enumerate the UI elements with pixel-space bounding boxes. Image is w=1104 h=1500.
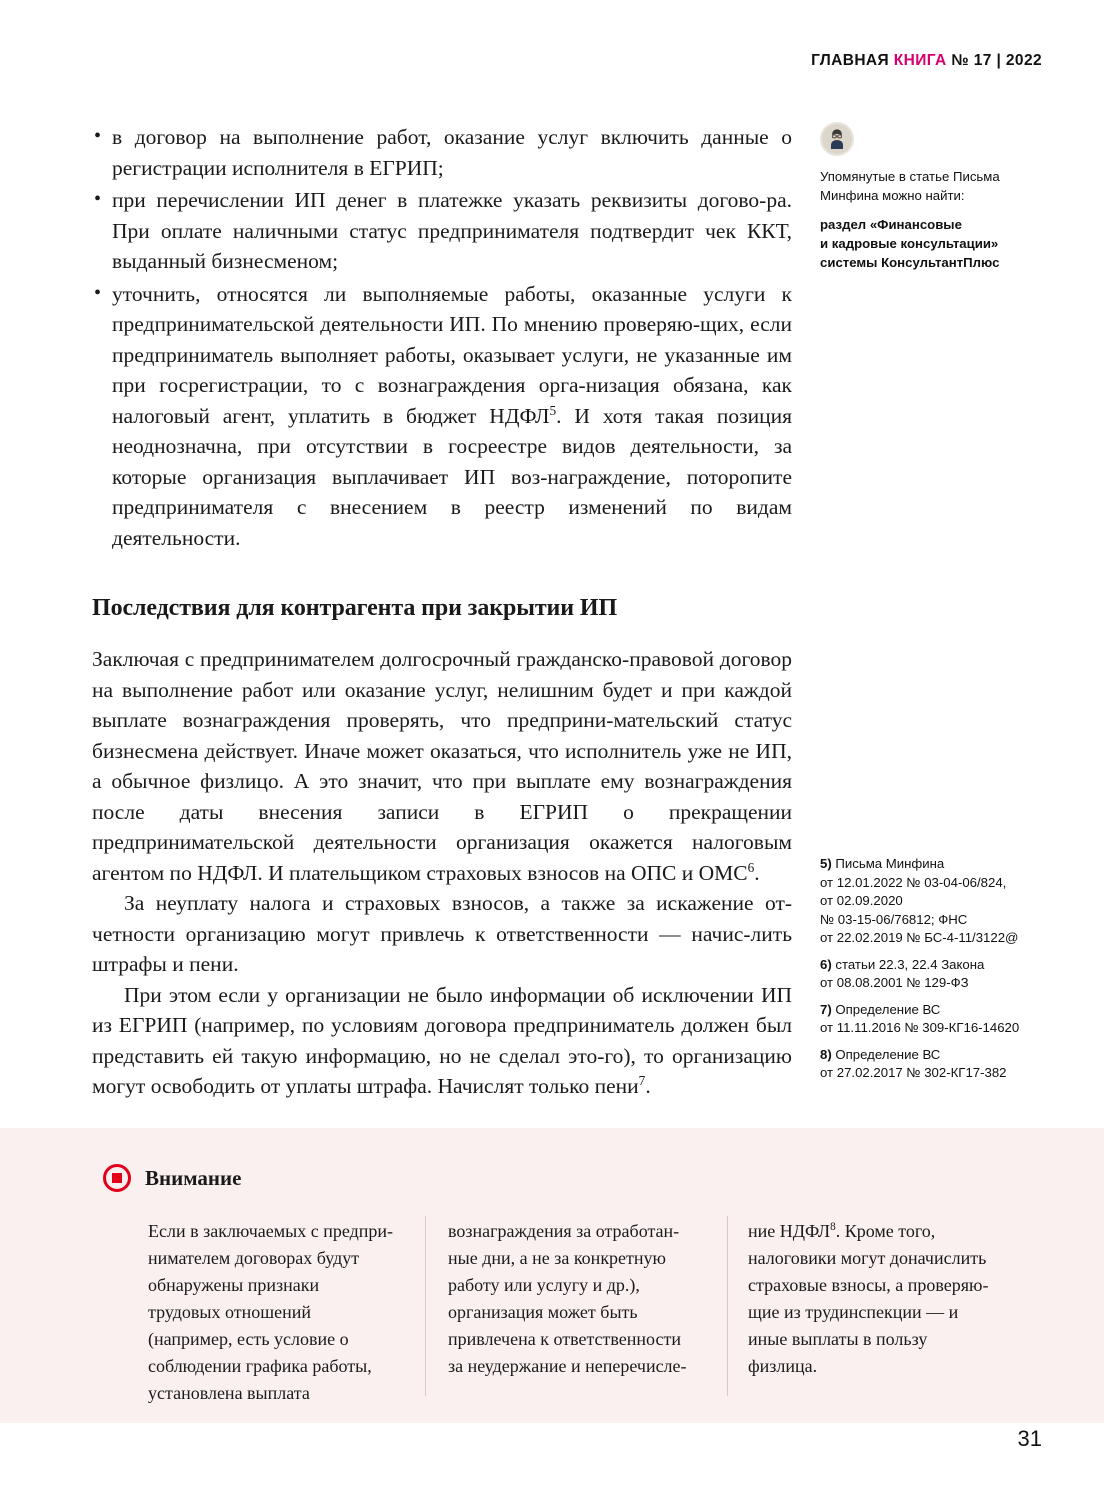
footnote-number: 5)	[820, 856, 832, 871]
footnote-line: Письма Минфина	[835, 856, 945, 871]
paragraph-1: Заключая с предпринимателем долгосрочный гражданско-правовой договор на выполнение работ или оказание услуг, нелишним будет и при каждой выплате вознаграждения проверять, что предприни-мательский статус бизнесмена действует. Иначе может оказаться, что исполнитель уже не ИП, а обычное физлицо. А это значит, что при выплате ему вознаграждения после даты внесения записи в ЕГРИП о прекращении предпринимательской деятельности организация окажется налоговым агентом по НДФЛ. И плательщиком страховых взносов на ОПС и ОМС$^6$.	[92, 647, 792, 885]
footnote-ref-6: 6	[747, 859, 755, 875]
attention-title: Внимание	[145, 1165, 242, 1190]
footnote-line: от 11.11.2016 № 309-КГ16-14620	[820, 1020, 1020, 1035]
footnote-6	[820, 956, 1050, 993]
reader-avatar-icon	[820, 122, 854, 156]
sidebar-note-text: Упомянутые в статье Письма Минфина можно найти:	[820, 169, 1000, 203]
footnote-line: Определение ВС	[835, 1046, 941, 1062]
attention-column-1: Если в заключаемых с предпри-нимателем договорах будут обнаружены признаки трудовых отношений (например, есть условие о соблюдении графика работы, установлена выплата	[148, 1221, 393, 1403]
attention-column-3: ние НДФЛ$^8$. Кроме того, налоговики могут доначислить страховые взносы, а проверяю-щие из трудинспекции — и иные выплаты в пользу физлица.	[748, 1221, 989, 1376]
list-item: • уточнить, относятся ли выполняемые работы, оказанные услуги к предпринимательской деятельности ИП. По мнению проверяю-щих, если предприниматель выполняет работы, оказывает услуги, не указанные им при госрегистрации, то с вознаграждения орга-низация обязана, как налоговый агент, уплатить в бюджет НДФЛ$^5$. И хотя такая позиция неоднозначна, при отсутствии в госреестре видов деятельности, за которые организация выплачивает ИП воз-награждение, поторопите предпринимателя с внесением в реестр изменений по видам деятельности.	[92, 279, 792, 554]
footnote-5	[820, 855, 1050, 948]
footnote-number: 7)	[820, 1001, 832, 1017]
bullet-list	[92, 122, 792, 553]
sidebar-source-line-3: системы КонсультантПлюс	[820, 255, 1000, 270]
attention-column-2: вознаграждения за отработан-ные дни, а не за конкретную работу или услугу и др.), организация может быть привлечена к ответственности за неудержание и неперечисле-	[448, 1221, 687, 1376]
section-heading: Последствия для контрагента при закрытии ИП	[92, 595, 618, 621]
attention-icon	[103, 1164, 131, 1192]
sidebar-source-line-2: и кадровые консультации»	[820, 236, 999, 251]
attention-header	[103, 1164, 241, 1192]
footnote-ref-5: 5	[549, 402, 557, 418]
footnote-number: 6)	[820, 956, 832, 972]
footnote-line: от 12.01.2022 № 03-04-06/824,	[820, 874, 1007, 890]
main-text-column	[92, 122, 792, 1102]
paragraph-2: За неуплату налога и страховых взносов, а также за искажение от-четности организацию могут привлечь к ответственности — начис-лить штрафы и пени.	[92, 891, 792, 976]
footnote-line: от 27.02.2017 № 302-КГ17-382	[820, 1065, 1007, 1080]
attention-columns	[148, 1218, 998, 1407]
page-header	[811, 52, 1042, 70]
header-main-word: ГЛАВНАЯ	[811, 52, 890, 69]
footnote-ref-7: 7	[638, 1072, 646, 1088]
header-issue: № 17 | 2022	[951, 52, 1042, 69]
footnote-line: от 08.08.2001 № 129-ФЗ	[820, 975, 969, 990]
footnote-line: от 22.02.2019 № БС-4-11/3122@	[820, 930, 1019, 945]
list-item: • при перечислении ИП денег в платежке указать реквизиты догово-ра. При оплате наличными статус предпринимателя подтвердит чек ККТ, выданный бизнесменом;	[92, 185, 792, 277]
footnote-line: статьи 22.3, 22.4 Закона	[835, 956, 985, 972]
sidebar-consultant-note	[820, 122, 1050, 272]
footnote-line: Определение ВС	[835, 1001, 941, 1017]
footnote-ref-8: 8	[830, 1221, 836, 1233]
footnote-7	[820, 1001, 1050, 1038]
sidebar-source-line-1: раздел «Финансовые	[820, 217, 962, 232]
paragraph-3: При этом если у организации не было информации об исключении ИП из ЕГРИП (например, по условиям договора предприниматель должен был представить ей такую информацию, но не сделал это-го), то организацию могут освободить от уплаты штрафа. Начислят только пени$^7$.	[92, 982, 792, 1098]
page-number: 31	[1017, 1426, 1042, 1451]
footnote-line: от 02.09.2020	[820, 893, 903, 908]
header-book-word: КНИГА	[893, 52, 947, 69]
list-item: • в договор на выполнение работ, оказание услуг включить данные о регистрации исполнителя в ЕГРИП;	[92, 122, 792, 183]
footnote-line: № 03-15-06/76812; ФНС	[820, 911, 968, 927]
footnote-8	[820, 1046, 1050, 1083]
attention-callout	[0, 1128, 1104, 1423]
footnotes-list	[820, 855, 1050, 1091]
footnote-number: 8)	[820, 1046, 832, 1062]
